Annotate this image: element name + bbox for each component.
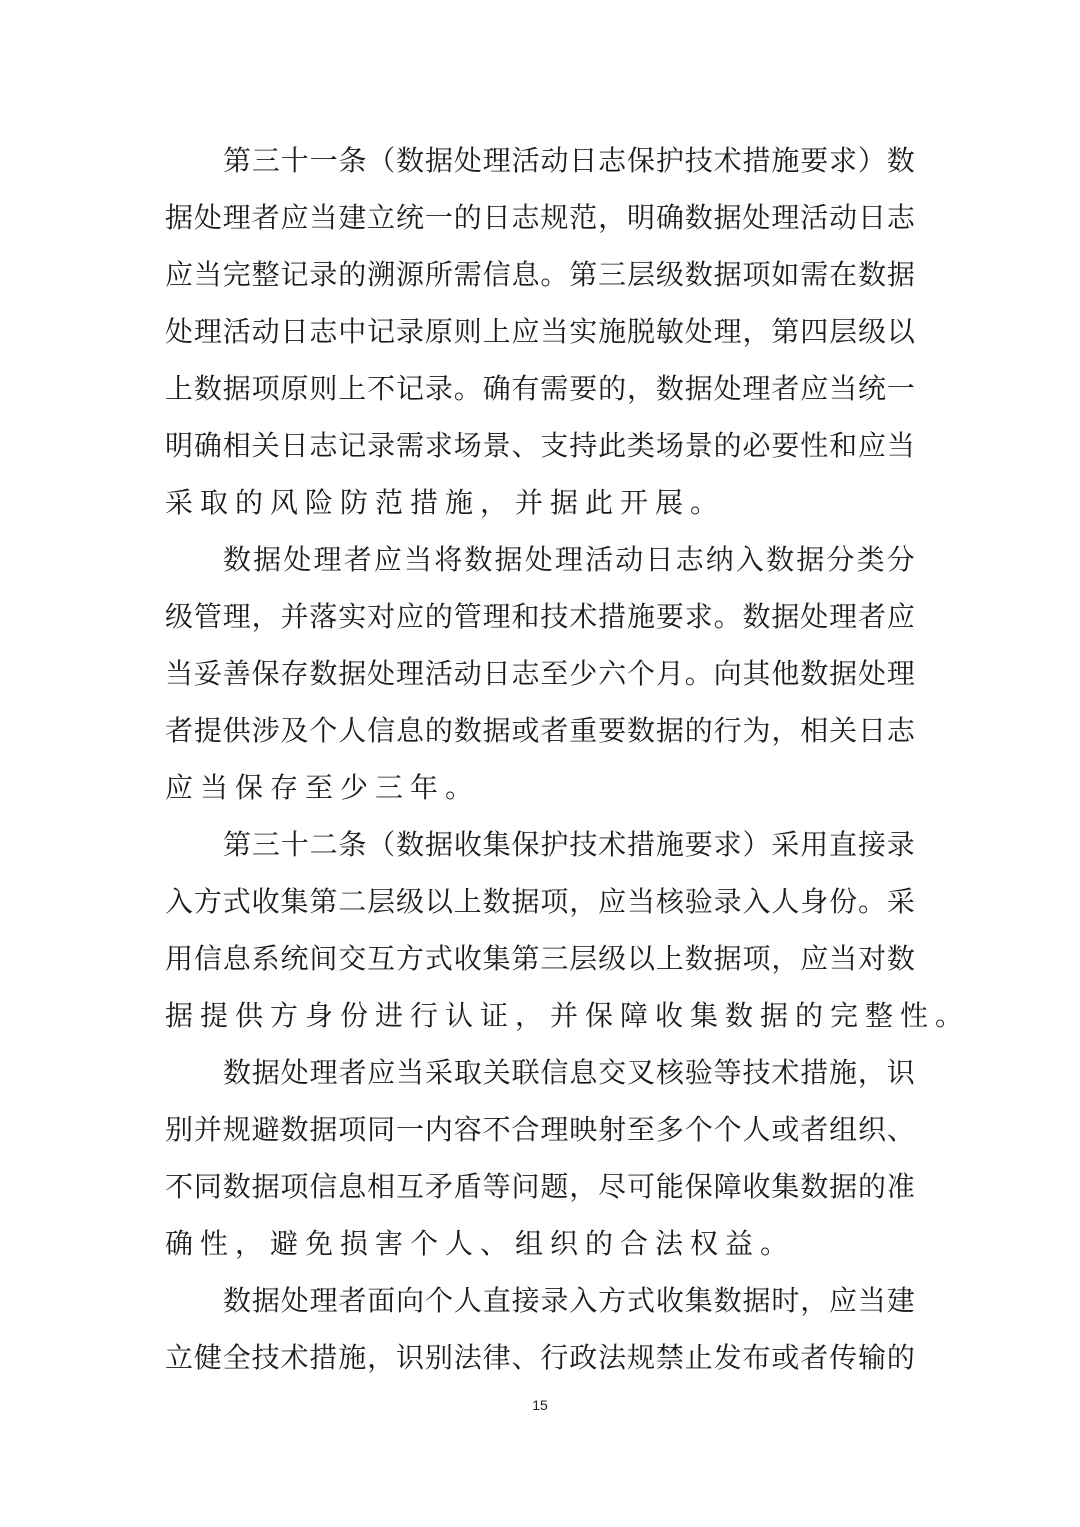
text-line: 据提供方身份进行认证，并保障收集数据的完整性。: [165, 999, 971, 1032]
paragraph: [165, 1044, 915, 1272]
text-line: 者 提 供 涉 及 个 人 信 息 的 数 据 或 者 重 要 数 据 的 行 为 ， 相 关 日 志: [165, 714, 915, 747]
text-line: 据 处 理 者 应 当 建 立 统 一 的 日 志 规 范 ， 明 确 数 据 处 理 活 动 日 志: [165, 201, 915, 234]
text-line: 处 理 活 动 日 志 中 记 录 原 则 上 应 当 实 施 脱 敏 处 理 ， 第 四 层 级 以: [165, 315, 915, 348]
text-line: 应当保存至少三年。: [165, 771, 481, 804]
text-line: 当 妥 善 保 存 数 据 处 理 活 动 日 志 至 少 六 个 月 。 向 其 他 数 据 处 理: [165, 657, 915, 690]
text-line: 立 健 全 技 术 措 施 ， 识 别 法 律 、 行 政 法 规 禁 止 发 布 或 者 传 输 的: [165, 1341, 915, 1374]
paragraph: [165, 1272, 915, 1386]
body-text: [165, 132, 971, 1386]
text-line: 用 信 息 系 统 间 交 互 方 式 收 集 第 三 层 级 以 上 数 据 项 ， 应 当 对 数: [165, 942, 915, 975]
text-line: 应 当 完 整 记 录 的 溯 源 所 需 信 息 。 第 三 层 级 数 据 项 如 需 在 数 据: [165, 258, 915, 291]
text-line: 明 确 相 关 日 志 记 录 需 求 场 景 、 支 持 此 类 场 景 的 必 要 性 和 应 当: [165, 429, 915, 462]
text-line: 别 并 规 避 数 据 项 同 一 内 容 不 合 理 映 射 至 多 个 个 人 或 者 组 织 、: [165, 1113, 915, 1146]
text-line: 级 管 理 ， 并 落 实 对 应 的 管 理 和 技 术 措 施 要 求 。 数 据 处 理 者 应: [165, 600, 915, 633]
text-line: 第 三 十 一 条 （ 数 据 处 理 活 动 日 志 保 护 技 术 措 施 要 求 ） 数: [223, 144, 915, 177]
text-line: 数 据 处 理 者 面 向 个 人 直 接 录 入 方 式 收 集 数 据 时 ， 应 当 建: [223, 1284, 915, 1317]
text-line: 数 据 处 理 者 应 当 将 数 据 处 理 活 动 日 志 纳 入 数 据 分 类 分: [223, 543, 915, 576]
text-line: 采取的风险防范措施，并据此开展。: [165, 486, 726, 519]
text-line: 上 数 据 项 原 则 上 不 记 录 。 确 有 需 要 的 ， 数 据 处 理 者 应 当 统 一: [165, 372, 915, 405]
text-line: 入 方 式 收 集 第 二 层 级 以 上 数 据 项 ， 应 当 核 验 录 入 人 身 份 。 采: [165, 885, 915, 918]
text-line: 不 同 数 据 项 信 息 相 互 矛 盾 等 问 题 ， 尽 可 能 保 障 收 集 数 据 的 准: [165, 1170, 915, 1203]
page-number: 15: [532, 1397, 548, 1413]
text-line: 数 据 处 理 者 应 当 采 取 关 联 信 息 交 叉 核 验 等 技 术 措 施 ， 识: [223, 1056, 915, 1089]
text-line: 确性，避免损害个人、组织的合法权益。: [165, 1227, 796, 1260]
paragraph: [165, 132, 915, 531]
paragraph: [165, 531, 915, 816]
paragraph: [165, 816, 971, 1044]
text-line: 第 三 十 二 条 （ 数 据 收 集 保 护 技 术 措 施 要 求 ） 采 用 直 接 录: [223, 828, 915, 861]
